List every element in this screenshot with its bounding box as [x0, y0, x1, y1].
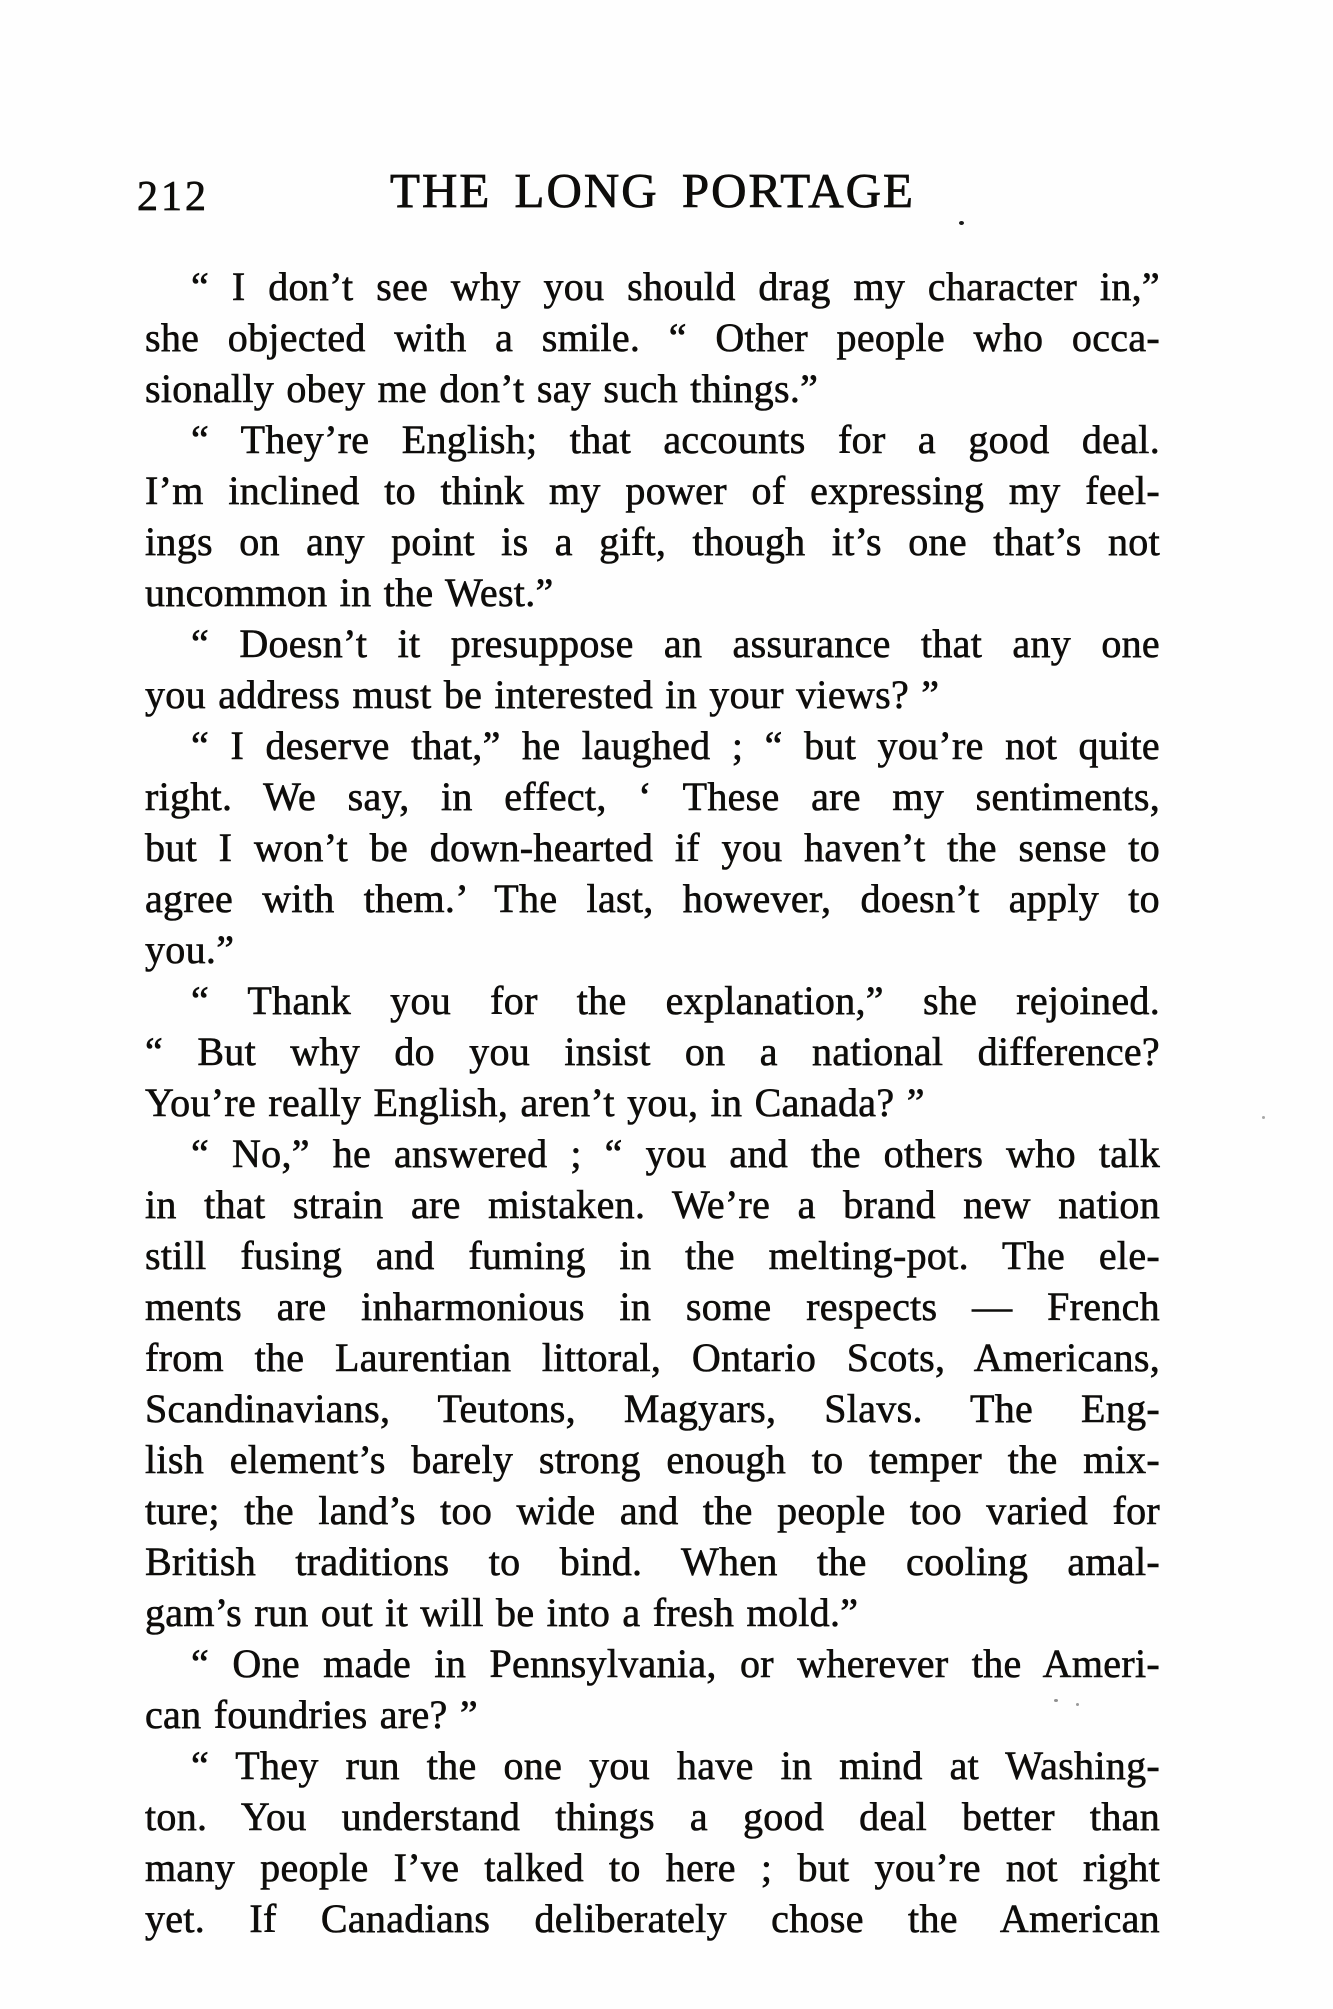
text-line: lish element’s barely strong enough to temper the mix-: [145, 1437, 1160, 1482]
page-header: [137, 163, 1160, 230]
text-line: sionally obey me don’t say such things.”: [145, 366, 819, 411]
scan-speck: [959, 221, 964, 225]
text-line: many people I’ve talked to here ; but you’re not right: [145, 1845, 1160, 1890]
running-title: THE LONG PORTAGE: [390, 163, 915, 218]
text-line: yet. If Canadians deliberately chose the American: [145, 1896, 1160, 1941]
text-line: You’re really English, aren’t you, in Canada? ”: [145, 1080, 925, 1125]
text-line: right. We say, in effect, ‘ These are my sentiments,: [145, 774, 1160, 819]
text-line: you address must be interested in your views? ”: [145, 672, 940, 717]
text-line: “ No,” he answered ; “ you and the others who talk: [191, 1131, 1160, 1176]
text-line: “ They run the one you have in mind at Washing-: [191, 1743, 1160, 1788]
text-line: ton. You understand things a good deal better than: [145, 1794, 1160, 1839]
text-line: Scandinavians, Teutons, Magyars, Slavs. The Eng-: [145, 1386, 1160, 1431]
text-line: “ But why do you insist on a national difference?: [145, 1029, 1160, 1074]
scan-speck: [1262, 1116, 1265, 1119]
text-line: from the Laurentian littoral, Ontario Scots, Americans,: [145, 1335, 1160, 1380]
text-line: I’m inclined to think my power of expressing my feel-: [145, 468, 1160, 513]
text-line: “ I deserve that,” he laughed ; “ but you’re not quite: [191, 723, 1160, 768]
text-line: still fusing and fuming in the melting-pot. The ele-: [145, 1233, 1160, 1278]
text-line: “ Thank you for the explanation,” she rejoined.: [191, 978, 1160, 1023]
text-line: she objected with a smile. “ Other people who occa-: [145, 315, 1160, 360]
text-line: “ I don’t see why you should drag my character in,”: [191, 264, 1160, 309]
text-line: British traditions to bind. When the cooling amal-: [145, 1539, 1160, 1584]
text-line: in that strain are mistaken. We’re a brand new nation: [145, 1182, 1160, 1227]
page-body: [145, 261, 1160, 1944]
text-line: you.”: [145, 927, 235, 972]
text-line: ture; the land’s too wide and the people too varied for: [145, 1488, 1160, 1533]
scan-speck: [1054, 1699, 1058, 1702]
text-line: “ Doesn’t it presuppose an assurance that any one: [191, 621, 1160, 666]
text-line: ments are inharmonious in some respects — French: [145, 1284, 1160, 1329]
scan-speck: [1076, 1703, 1079, 1706]
text-line: but I won’t be down-hearted if you haven’t the sense to: [145, 825, 1160, 870]
text-line: “ One made in Pennsylvania, or wherever the Ameri-: [191, 1641, 1160, 1686]
text-line: can foundries are? ”: [145, 1692, 478, 1737]
text-line: agree with them.’ The last, however, doesn’t apply to: [145, 876, 1160, 921]
text-line: ings on any point is a gift, though it’s one that’s not: [145, 519, 1160, 564]
page-number: 212: [137, 174, 209, 220]
text-line: “ They’re English; that accounts for a good deal.: [191, 417, 1160, 462]
text-line: gam’s run out it will be into a fresh mold.”: [145, 1590, 859, 1635]
text-line: uncommon in the West.”: [145, 570, 554, 615]
